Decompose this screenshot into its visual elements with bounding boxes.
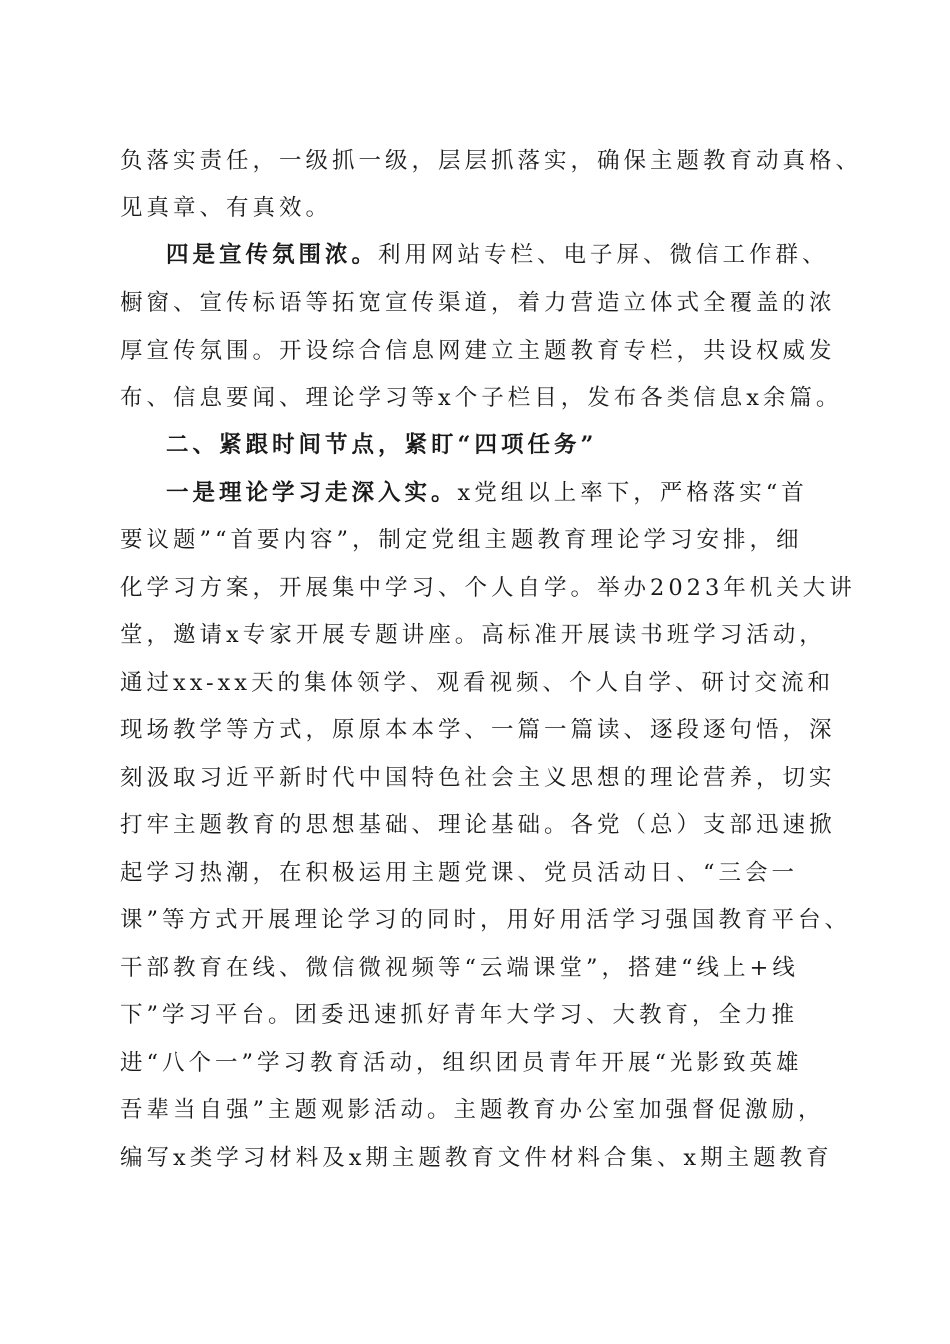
body-line: 见真章、有真效。 [120, 195, 333, 221]
body-line: 堂，邀请x专家开展专题讲座。高标准开展读书班学习活动， [120, 622, 826, 648]
body-line: 课”等方式开展理论学习的同时，用好用活学习强国教育平台、 [120, 907, 852, 933]
body-line: 橱窗、宣传标语等拓宽宣传渠道，着力营造立体式全覆盖的浓 [120, 290, 836, 316]
body-line: 进“八个一”学习教育活动，组织团员青年开展“光影致英雄 [120, 1050, 803, 1076]
body-line: 布、信息要闻、理论学习等x个子栏目，发布各类信息x余篇。 [120, 385, 843, 411]
body-line: 编写x类学习材料及x期主题教育文件材料合集、x期主题教育 [120, 1145, 833, 1171]
body-text: 利用网站专栏、电子屏、微信工作群、 [378, 242, 829, 268]
body-line: 现场教学等方式，原原本本学、一篇一篇读、逐段逐句悟，深 [120, 717, 836, 743]
body-line: 打牢主题教育的思想基础、理论基础。各党（总）支部迅速掀 [120, 812, 836, 838]
lead-phrase: 四是宣传氛围浓。 [166, 242, 379, 268]
lead-phrase: 一是理论学习走深入实。 [166, 480, 458, 506]
section-heading: 二、紧跟时间节点，紧盯“四项任务” [166, 432, 598, 458]
body-line: 化学习方案，开展集中学习、个人自学。举办2023年机关大讲 [120, 575, 856, 601]
paragraph-line [166, 478, 808, 508]
paragraph-line [166, 240, 829, 270]
body-line: 负落实责任，一级抓一级，层层抓落实，确保主题教育动真格、 [120, 148, 863, 174]
body-line: 起学习热潮，在积极运用主题党课、党员活动日、“三会一 [120, 860, 799, 886]
body-line: 干部教育在线、微信微视频等“云端课堂”，搭建“线上+线 [120, 955, 799, 981]
body-line: 下”学习平台。团委迅速抓好青年大学习、大教育，全力推 [120, 1002, 799, 1028]
body-line: 要议题”“首要内容”，制定党组主题教育理论学习安排，细 [120, 527, 803, 553]
body-text: x党组以上率下，严格落实“首 [457, 480, 808, 506]
body-line: 通过xx-xx天的集体领学、观看视频、个人自学、研讨交流和 [120, 670, 834, 696]
body-line: 厚宣传氛围。开设综合信息网建立主题教育专栏，共设权威发 [120, 338, 836, 364]
body-line: 刻汲取习近平新时代中国特色社会主义思想的理论营养，切实 [120, 765, 836, 791]
body-line: 吾辈当自强”主题观影活动。主题教育办公室加强督促激励， [120, 1097, 825, 1123]
